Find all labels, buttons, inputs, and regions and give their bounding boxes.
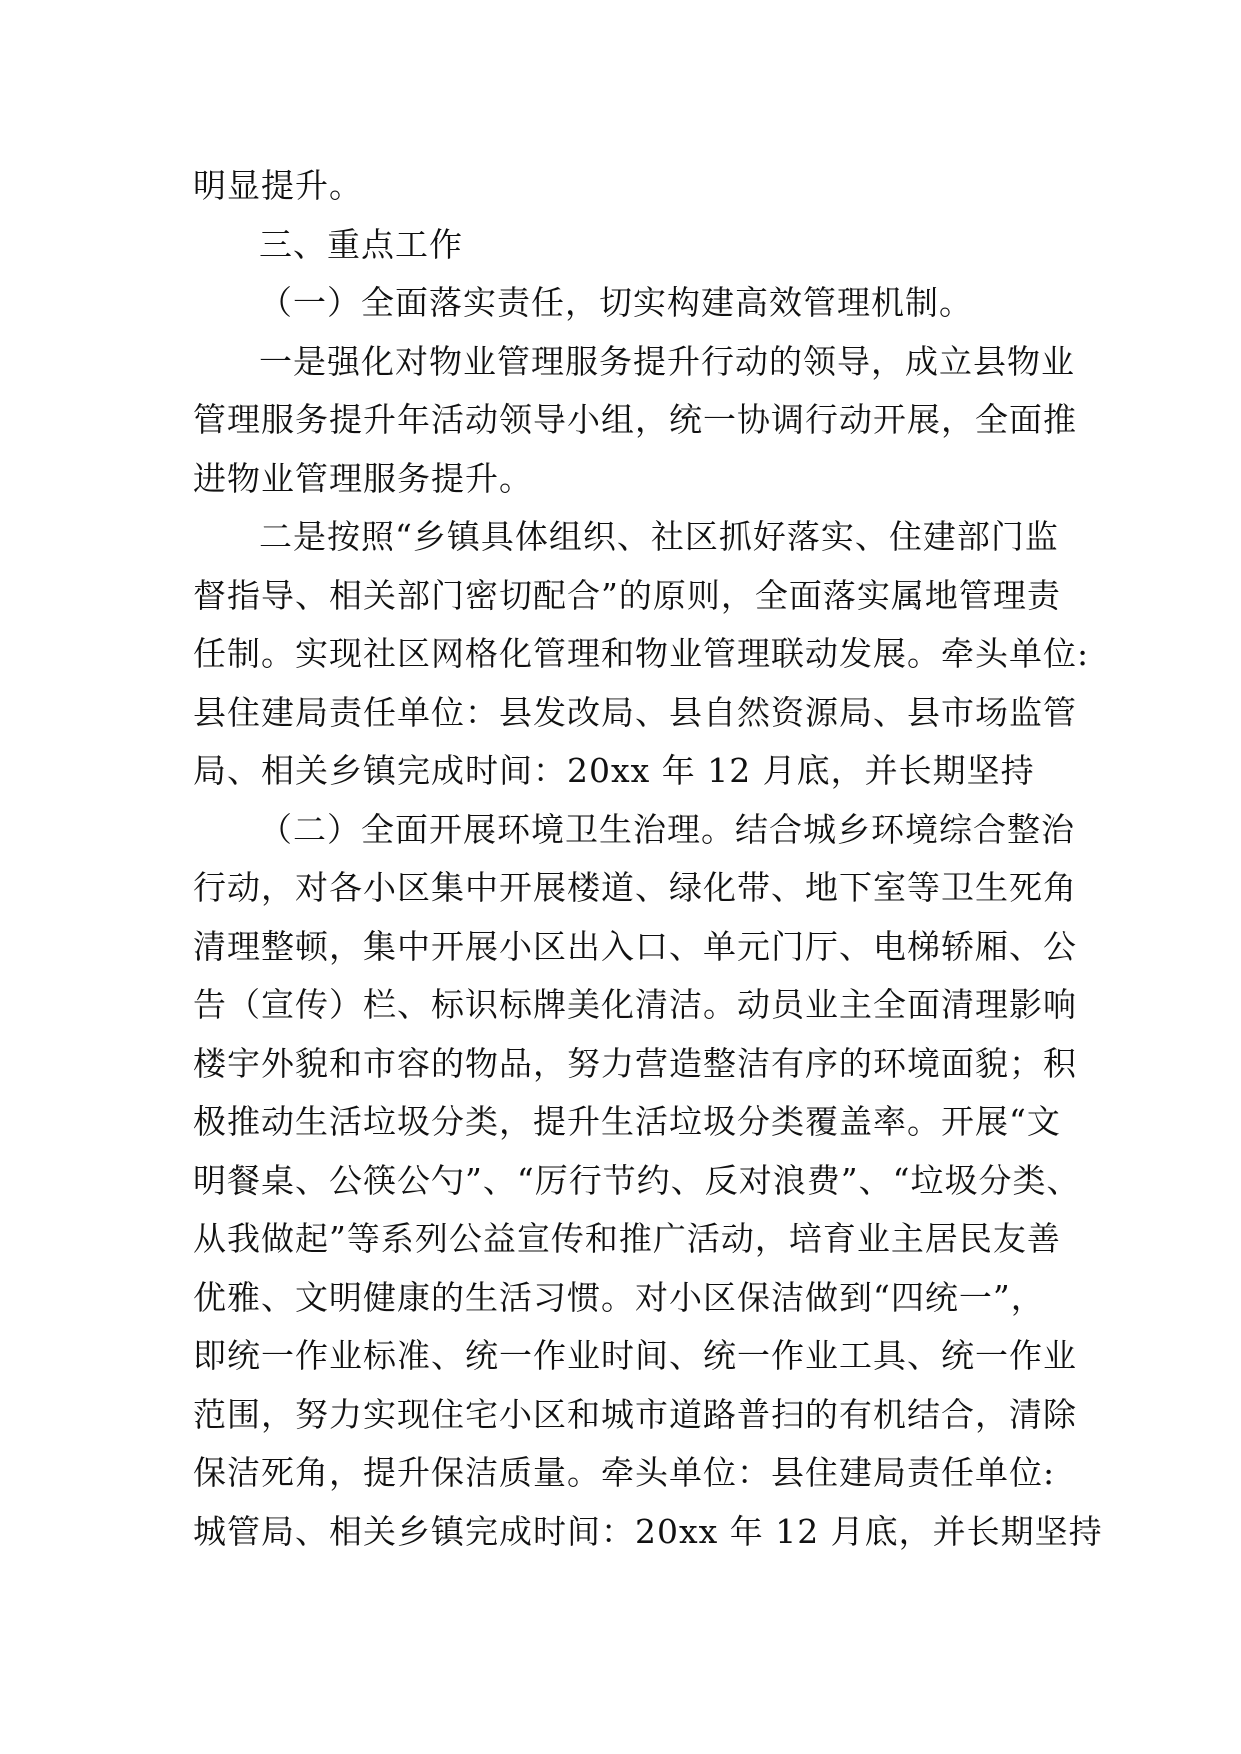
- text-line: 极推动生活垃圾分类，提升生活垃圾分类覆盖率。开展“文: [193, 1102, 1061, 1141]
- text-line: 县住建局责任单位：县发改局、县自然资源局、县市场监管: [193, 692, 1077, 732]
- document-body: [193, 157, 1103, 1561]
- text-line: 范围，努力实现住宅小区和城市道路普扫的有机结合，清除: [193, 1394, 1077, 1434]
- subsection-heading: （一）全面落实责任，切实构建高效管理机制。: [259, 283, 973, 322]
- subsection-heading: （二）全面开展环境卫生治理。结合城乡环境综合整治: [259, 809, 1075, 849]
- text-line: 即统一作业标准、统一作业时间、统一作业工具、统一作业: [193, 1336, 1077, 1375]
- text-line: 局、相关乡镇完成时间：20xx 年 12 月底，并长期坚持: [193, 751, 1035, 790]
- text-line: 优雅、文明健康的生活习惯。对小区保洁做到“四统一”，: [193, 1277, 1045, 1317]
- text-line: 明显提升。: [193, 166, 363, 205]
- text-line: 城管局、相关乡镇完成时间：20xx 年 12 月底，并长期坚持: [193, 1511, 1103, 1551]
- text-line: 二是按照“乡镇具体组织、社区抓好落实、住建部门监: [259, 517, 1059, 556]
- text-line: 告（宣传）栏、标识标牌美化清洁。动员业主全面清理影响: [193, 985, 1077, 1024]
- text-line: 行动，对各小区集中开展楼道、绿化带、地下室等卫生死角: [193, 868, 1077, 907]
- text-line: 进物业管理服务提升。: [193, 458, 533, 498]
- text-line: 清理整顿，集中开展小区出入口、单元门厅、电梯轿厢、公: [193, 926, 1077, 966]
- text-line: 任制。实现社区网格化管理和物业管理联动发展。牵头单位:: [193, 634, 1090, 673]
- text-line: 督指导、相关部门密切配合”的原则，全面落实属地管理责: [193, 575, 1061, 615]
- text-line: 明餐桌、公筷公勺”、“厉行节约、反对浪费”、“垃圾分类、: [193, 1160, 1081, 1200]
- text-line: 从我做起”等系列公益宣传和推广活动，培育业主居民友善: [193, 1219, 1061, 1258]
- text-line: 楼宇外貌和市容的物品，努力营造整洁有序的环境面貌；积: [193, 1043, 1077, 1083]
- text-line: 保洁死角，提升保洁质量。牵头单位：县住建局责任单位:: [193, 1453, 1056, 1492]
- text-line: 一是强化对物业管理服务提升行动的领导，成立县物业: [259, 341, 1075, 381]
- text-line: 管理服务提升年活动领导小组，统一协调行动开展，全面推: [193, 400, 1077, 439]
- section-heading: 三、重点工作: [259, 224, 463, 264]
